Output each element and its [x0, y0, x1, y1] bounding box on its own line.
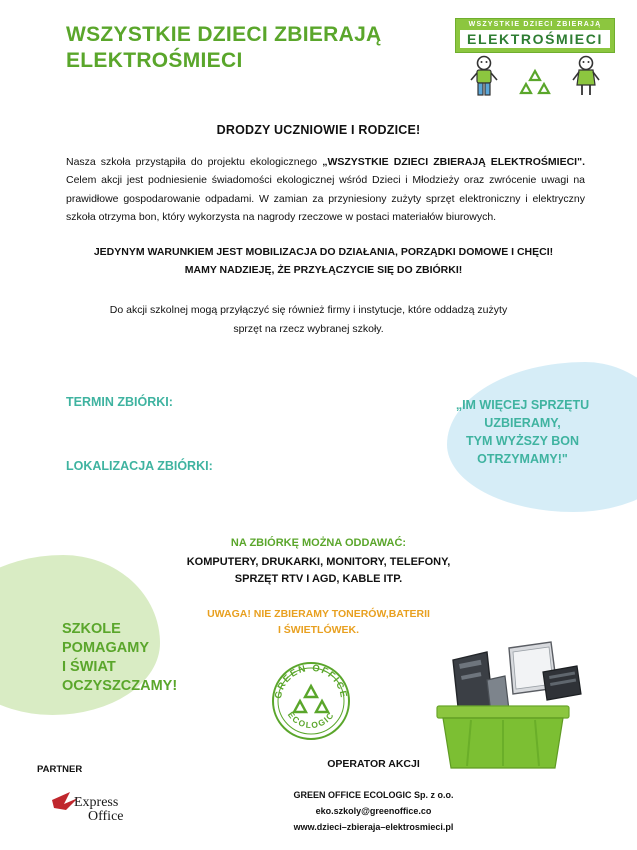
svg-text:ECOLOGIC: ECOLOGIC	[285, 709, 337, 731]
quote-line-1: „IM WIĘCEJ SPRZĘTU	[455, 398, 590, 412]
child-figure-right-icon	[570, 55, 602, 99]
collection-items-line-1: KOMPUTERY, DRUKARKI, MONITORY, TELEFONY,	[186, 556, 451, 569]
companies-paragraph: Do akcji szkolnej mogą przyłączyć się również firmy i instytucje, które oddadzą zużyty sprzęt na rzecz wybranej szkoły.	[109, 304, 508, 336]
quote-line-2: UZBIERAMY,	[484, 416, 561, 431]
recycle-icon	[294, 686, 328, 712]
operator-company: GREEN OFFICE ECOLOGIC Sp. z o.o.	[293, 790, 454, 800]
intro-bold-1: „WSZYSTKIE DZIECI ZBIERAJĄ ELEKTROŚMIECI".	[322, 156, 585, 168]
call-to-action	[66, 243, 581, 280]
logo-banner	[455, 18, 615, 53]
slogan-block	[62, 620, 177, 697]
collection-items	[0, 554, 637, 588]
campaign-logo	[455, 18, 615, 99]
slogan-line-1: SZKOLE	[62, 621, 121, 637]
operator-email[interactable]: eko.szkoly@greenoffice.co	[315, 805, 432, 816]
svg-text:GREEN OFFICE: GREEN OFFICE	[272, 662, 350, 700]
intro-part-2: Celem akcji jest podniesienie świadomości ekologicznej wśród Dzieci i Młodzieży oraz zwrócenie uwagi na prawidłowe gospodarowanie odpadami. W zamian za przyniesiony zużyty sprzęt elektroniczny i elektryczny szkoła otrzyma bon, który wykorzysta na nagrody rzeczowe w postaci materiałów biurowych.	[66, 174, 585, 224]
green-office-stamp	[270, 660, 352, 742]
intro-paragraph	[66, 153, 585, 227]
warning-line-2: I ŚWIETLÓWEK.	[277, 624, 360, 637]
cta-line-2: MAMY NADZIEJĘ, ŻE PRZYŁĄCZYCIE SIĘ DO ZBIÓRKI!	[184, 263, 463, 276]
logo-main-text: ELEKTROŚMIECI	[459, 29, 611, 49]
poster-footer	[0, 758, 637, 835]
quote-block	[430, 396, 615, 469]
svg-text:Office: Office	[88, 809, 124, 824]
cta-line-1: JEDYNYM WARUNKIEM JEST MOBILIZACJA DO DZIAŁANIA, PORZĄDKI DOMOWE I CHĘCI!	[93, 245, 554, 258]
operator-title: OPERATOR AKCJI	[327, 758, 420, 770]
collection-items-line-2: SPRZĘT RTV I AGD, KABLE ITP.	[234, 573, 403, 586]
partner-label: PARTNER	[37, 764, 83, 775]
operator-website[interactable]: www.dzieci–zbieraja–elektrosmieci.pl	[293, 821, 454, 832]
logo-figures	[455, 53, 615, 99]
slogan-line-4: OCZYSZCZAMY!	[62, 678, 178, 695]
collection-title: NA ZBIÓRKĘ MOŻNA ODDAWAĆ:	[230, 537, 407, 550]
poster-header	[0, 0, 637, 99]
termin-label: TERMIN ZBIÓRKI:	[66, 395, 173, 410]
slogan-line-3: I ŚWIAT	[62, 659, 116, 676]
child-figure-left-icon	[468, 55, 500, 99]
express-office-logo	[48, 786, 144, 828]
warning-line-1: UWAGA! NIE ZBIERAMY TONERÓW,BATERII	[207, 608, 430, 621]
slogan-line-2: POMAGAMY	[62, 640, 149, 657]
quote-line-3: TYM WYŻSZY BON	[466, 434, 579, 449]
page-title: WSZYSTKIE DZIECI ZBIERAJĄ ELEKTROŚMIECI	[66, 23, 382, 72]
waste-bin-illustration	[401, 636, 591, 771]
intro-part-1: Nasza szkoła przystąpiła do projektu ekologicznego	[66, 156, 323, 168]
lokalizacja-label: LOKALIZACJA ZBIÓRKI:	[66, 459, 213, 474]
logo-top-text: WSZYSTKIE DZIECI ZBIERAJĄ	[468, 21, 602, 28]
recycle-icon	[518, 67, 552, 99]
keyboard-icon	[543, 666, 581, 700]
svg-text:Express: Express	[74, 795, 119, 810]
operator-block	[110, 758, 637, 835]
quote-line-4: OTRZYMAMY!"	[477, 452, 568, 467]
document-heading: DRODZY UCZNIOWIE I RODZICE!	[216, 123, 421, 137]
